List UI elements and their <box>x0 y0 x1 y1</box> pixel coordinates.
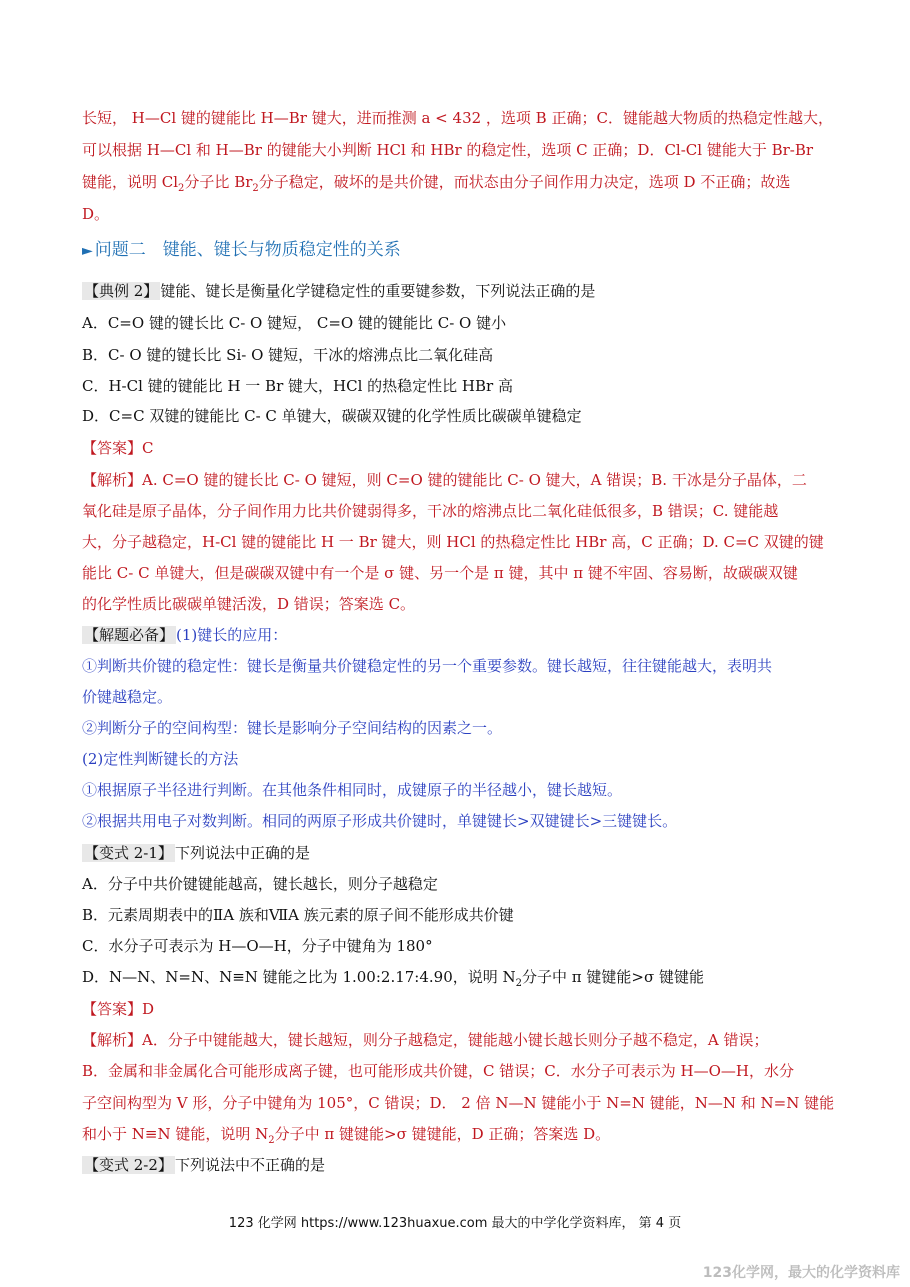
analysis-line: B．金属和非金属化合可能形成离子键，也可能形成共价键，C 错误；C．水分子可表示为 H—O—H，水分 <box>82 1062 794 1080</box>
answer: 【答案】C <box>82 439 154 457</box>
section-heading: ► 问题二 键能、键长与物质稳定性的关系 <box>82 240 401 260</box>
analysis-line: 【解析】A. C=O 键的键长比 C- O 键短，则 C=O 键的键能比 C- O 键大，A 错误；B. 干冰是分子晶体，二 <box>82 471 807 489</box>
analysis-line: 的化学性质比碳碳单键活泼，D 错误；答案选 C。 <box>82 595 416 613</box>
option-d: D．N—N、N=N、N≡N 键能之比为 1.00:2.17:4.90，说明 $N_2$分子中 π 键键能>σ 键键能 <box>82 968 705 989</box>
option-c: C．H-Cl 键的键能比 H 一 Br 键大，HCl 的热稳定性比 HBr 高 <box>82 377 513 395</box>
example-tag: 【典例 2】 <box>84 282 159 300</box>
essentials-line: ①根据原子半径进行判断。在其他条件相同时，成键原子的半径越小，键长越短。 <box>82 781 623 799</box>
explanation-line: D。 <box>82 205 110 223</box>
essentials-line: (2)定性判断键长的方法 <box>82 750 239 768</box>
analysis-line: 氧化硅是原子晶体，分子间作用力比共价键弱得多，干冰的熔沸点比二氧化硅低很多，B 错误；C. 键能越 <box>82 502 779 520</box>
option-b: B．C- O 键的键长比 Si- O 键短，干冰的熔沸点比二氧化硅高 <box>82 346 494 364</box>
option-c: C．水分子可表示为 H—O—H，分子中键角为 180° <box>82 937 433 955</box>
variant-question: 【变式 2-2】 下列说法中不正确的是 <box>84 1156 325 1174</box>
analysis-line: 大，分子越稳定，H-Cl 键的键能比 H 一 Br 键大，则 HCl 的热稳定性比 HBr 高，C 正确；D. C=C 双键的键 <box>82 533 824 551</box>
analysis-line: 【解析】A．分子中键能越大，键长越短，则分子越稳定，键能越小键长越长则分子越不稳定，A 错误； <box>82 1031 769 1049</box>
watermark: 123化学网，最大的化学资料库 <box>702 1265 900 1281</box>
example-question: 【典例 2】 键能、键长是衡量化学键稳定性的重要键参数，下列说法正确的是 <box>84 282 596 300</box>
analysis-line: 能比 C- C 单键大，但是碳碳双键中有一个是 σ 键、另一个是 π 键，其中 π 键不牢固、容易断，故碳碳双键 <box>82 564 798 582</box>
essentials-line: ②判断分子的空间构型：键长是影响分子空间结构的因素之一。 <box>82 719 503 737</box>
explanation-line: 键能，说明 $Cl_2$分子比 $Br_2$分子稳定，破坏的是共价键，而状态由分子间作用力决定，选项 D 不正确；故选 <box>82 173 791 194</box>
essentials-line: ②根据共用电子对数判断。相同的两原子形成共价键时，单键键长>双键键长>三键键长。 <box>82 812 678 830</box>
explanation-line: 可以根据 H—Cl 和 H—Br 的键能大小判断 HCl 和 HBr 的稳定性，选项 C 正确；D．Cl-Cl 键能大于 Br-Br <box>82 141 814 159</box>
variant-tag: 【变式 2-1】 <box>84 844 173 862</box>
answer: 【答案】D <box>82 1000 155 1018</box>
page-footer: 123 化学网 https://www.123huaxue.com 最大的中学化学资料库， 第 4 页 <box>228 1216 682 1231</box>
option-a: A．C=O 键的键长比 C- O 键短， C=O 键的键能比 C- O 键小 <box>82 314 507 332</box>
analysis-line: 子空间构型为 V 形，分子中键角为 105°，C 错误；D． 2 倍 N—N 键能小于 N=N 键能，N—N 和 N=N 键能 <box>82 1094 835 1112</box>
triangle-marker-icon: ► <box>82 243 93 259</box>
option-d: D．C=C 双键的键能比 C- C 单键大，碳碳双键的化学性质比碳碳单键稳定 <box>82 407 582 425</box>
option-a: A．分子中共价键键能越高，键长越长，则分子越稳定 <box>82 875 438 893</box>
essentials-line: 价键越稳定。 <box>82 688 173 706</box>
essentials-tag: 【解题必备】 <box>84 626 175 644</box>
variant-tag: 【变式 2-2】 <box>84 1156 173 1174</box>
variant-question: 【变式 2-1】 下列说法中正确的是 <box>84 844 310 862</box>
essentials-line: 【解题必备】 (1)键长的应用： <box>84 626 288 644</box>
essentials-line: ①判断共价键的稳定性：键长是衡量共价键稳定性的另一个重要参数。键长越短，往往键能越大，表明共 <box>82 657 773 675</box>
analysis-line: 和小于 N≡N 键能，说明 $N_2$分子中 π 键键能>σ 键键能，D 正确；答案选 D。 <box>82 1125 611 1146</box>
explanation-line: 长短， H—Cl 键的键能比 H—Br 键大，进而推测 a < 432 ，选项 B 正确；C．键能越大物质的热稳定性越大， <box>82 109 833 127</box>
option-b: B．元素周期表中的ⅡA 族和ⅦA 族元素的原子间不能形成共价键 <box>82 906 514 924</box>
